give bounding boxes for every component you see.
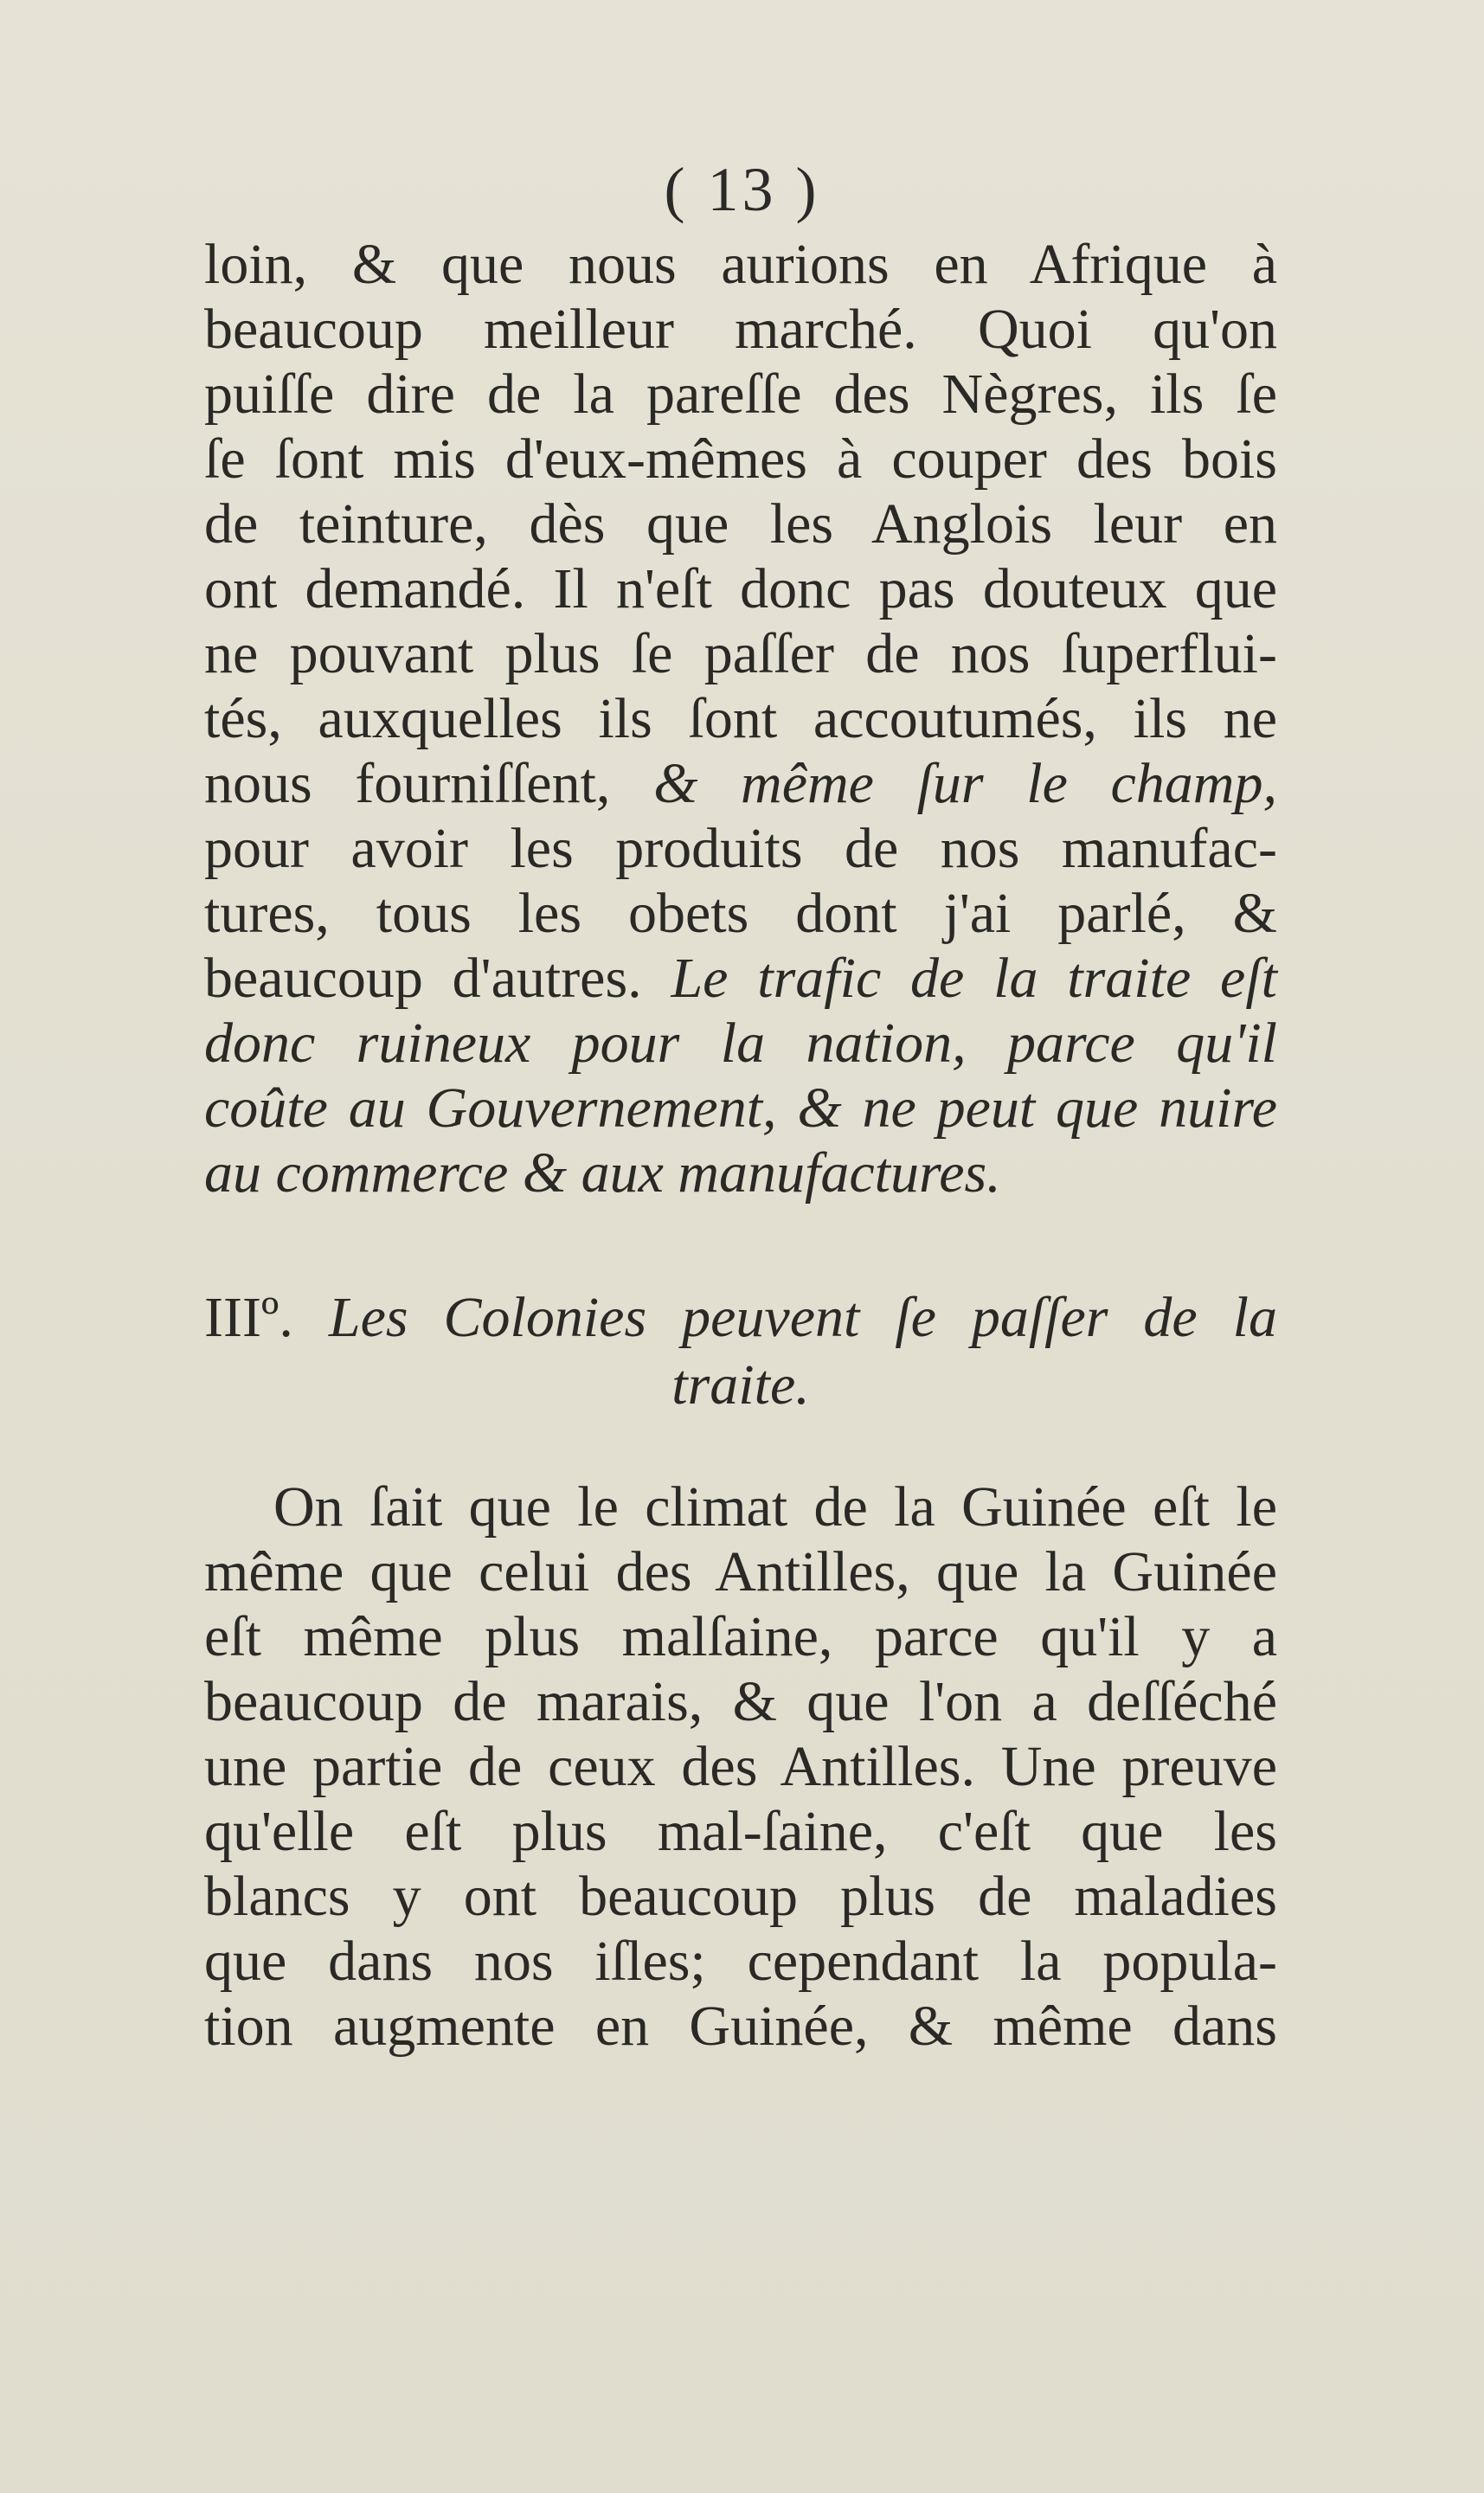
italic-line: coûte au Gouvernement, & ne peut que nuire (204, 1076, 1277, 1140)
text-line: ne pouvant plus ſe paſſer de nos ſuperflui- (204, 622, 1277, 685)
text-line: tés, auxquelles ils ſont accoutumés, ils ne (204, 687, 1277, 750)
italic-segment: & même ſur le champ, (653, 752, 1277, 815)
text-line: ſe ſont mis d'eux-mêmes à couper des bois (204, 427, 1277, 491)
paragraph-1 (204, 232, 1277, 1205)
text-line: une partie de ceux des Antilles. Une preuve (204, 1735, 1277, 1798)
text-line: que dans nos iſles; cependant la popula- (204, 1930, 1277, 1993)
text-line: tures, tous les obets dont j'ai parlé, & (204, 882, 1277, 945)
text-line: tion augmente en Guinée, & même dans (204, 1995, 1277, 2058)
text-segment: beaucoup d'autres. (204, 947, 642, 1010)
text-line-mixed (204, 751, 1277, 816)
text-line: de teinture, dès que les Anglois leur en (204, 492, 1277, 556)
text-line: loin, & que nous aurions en Afrique à (204, 233, 1277, 296)
text-line: On ſait que le climat de la Guinée eſt le (273, 1475, 1277, 1539)
text-line: puiſſe dire de la pareſſe des Nègres, ils ſe (204, 363, 1277, 426)
section-numeral: IIIº. (204, 1286, 293, 1349)
text-line-mixed (204, 946, 1277, 1011)
heading-title: Les Colonies peuvent ſe paſſer de la (328, 1286, 1278, 1349)
paragraph-2 (204, 1475, 1277, 2059)
page-number: ( 13 ) (664, 155, 820, 224)
text-segment: nous fourniſſent, (204, 752, 611, 815)
italic-line: au commerce & aux manufactures. (204, 1141, 1001, 1205)
heading-line (204, 1284, 1277, 1352)
section-heading (204, 1284, 1277, 1419)
text-line: eſt même plus malſaine, parce qu'il y a (204, 1605, 1277, 1668)
text-line: blancs y ont beaucoup plus de maladies (204, 1865, 1277, 1928)
italic-line: donc ruineux pour la nation, parce qu'il (204, 1012, 1277, 1075)
italic-segment: Le trafic de la traite eſt (671, 947, 1277, 1010)
text-line: beaucoup de marais, & que l'on a deſſéché (204, 1670, 1277, 1733)
heading-title-continued: traite. (671, 1353, 810, 1417)
text-line: beaucoup meilleur marché. Quoi qu'on (204, 298, 1277, 361)
text-line: ont demandé. Il n'eſt donc pas douteux que (204, 557, 1277, 620)
text-line: même que celui des Antilles, que la Guinée (204, 1540, 1277, 1603)
text-line: qu'elle eſt plus mal-ſaine, c'eſt que les (204, 1800, 1277, 1863)
text-line: pour avoir les produits de nos manufac- (204, 817, 1277, 880)
